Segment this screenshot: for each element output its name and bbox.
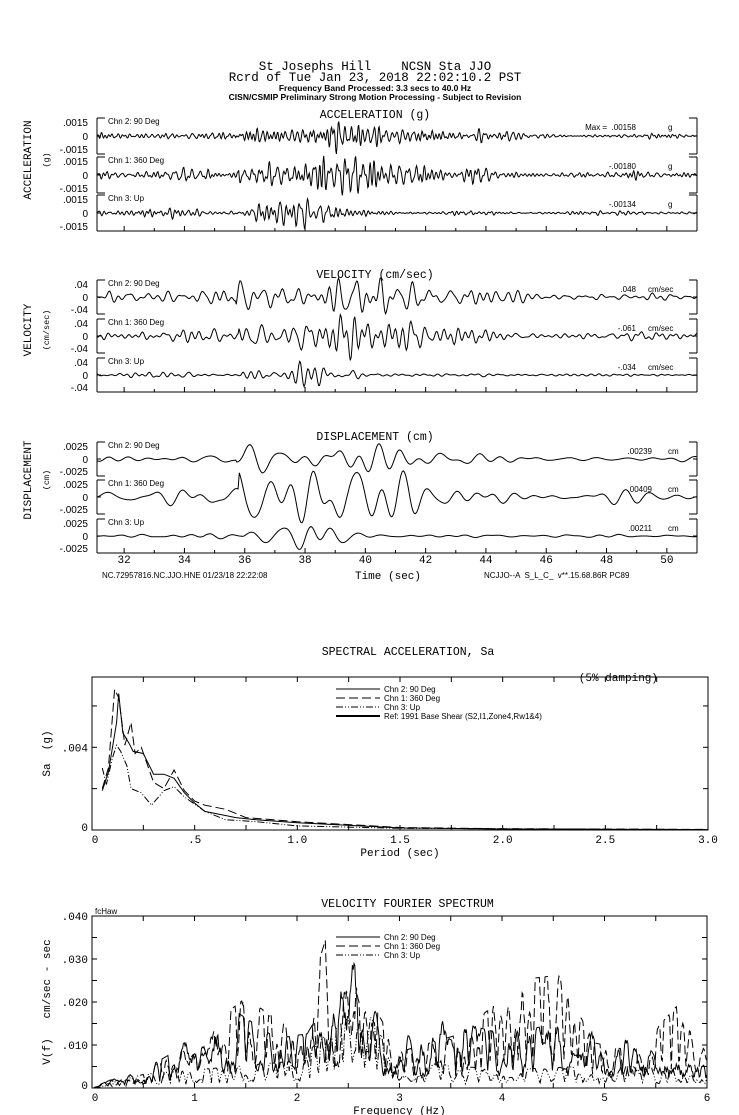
y-tick-label-bottom: -.0025 xyxy=(59,505,88,516)
velocity-fourier-chart xyxy=(42,898,710,1115)
time-tick-label: 46 xyxy=(539,555,553,567)
peak-unit: g xyxy=(668,162,673,171)
x-axis-label: Frequency (Hz) xyxy=(353,1106,446,1115)
y-tick-label-bottom: -.0025 xyxy=(59,544,88,555)
acceleration-channel-panel xyxy=(60,117,697,156)
y-axis-label: Sa (g) xyxy=(42,730,54,777)
chart-title: SPECTRAL ACCELERATION, Sa xyxy=(321,646,495,659)
damping-note: (5% damping) xyxy=(578,673,658,685)
peak-value: -.00180 xyxy=(608,162,636,171)
acceleration-title: ACCELERATION (g) xyxy=(319,109,431,122)
side-labels xyxy=(23,120,52,519)
time-tick-label: 42 xyxy=(419,555,433,567)
acceleration-trace xyxy=(97,199,696,228)
y-tick-label-top: .0025 xyxy=(62,442,88,453)
legend-label: Chn 1: 360 Deg xyxy=(384,694,441,703)
x-tick-label: 1 xyxy=(191,1093,198,1105)
y-tick-label: .010 xyxy=(61,1041,88,1053)
y-tick-label-top: .0015 xyxy=(62,195,88,206)
y-tick-label-top: .0025 xyxy=(62,519,88,530)
acceleration-panel-group xyxy=(60,109,697,233)
y-tick-label-top: .04 xyxy=(74,358,88,369)
y-tick-label-top: .0025 xyxy=(62,480,88,491)
y-tick-label-bottom: -.04 xyxy=(70,344,88,355)
peak-value: .00239 xyxy=(627,447,652,456)
x-tick-label: 3.0 xyxy=(698,835,718,847)
velocity-trace xyxy=(97,361,697,386)
y-tick-label-top: .0015 xyxy=(62,157,88,168)
y-tick-label-zero: 0 xyxy=(82,332,88,343)
report-header xyxy=(229,60,522,102)
charts xyxy=(42,109,718,1115)
x-tick-label: 1.5 xyxy=(390,835,410,847)
x-tick-label: .5 xyxy=(188,835,202,847)
y-tick-label: .004 xyxy=(61,743,88,756)
peak-unit: g xyxy=(668,123,673,132)
channel-label: Chn 2: 90 Deg xyxy=(108,441,160,450)
legend-label: Chn 1: 360 Deg xyxy=(384,942,441,951)
displacement-unit-label: (cm) xyxy=(42,469,52,491)
processing-code: NCJJO--A S_L_C_ v**.15.68.86R PC89 xyxy=(484,571,630,580)
x-tick-label: 3 xyxy=(396,1093,403,1105)
channel-label: Chn 2: 90 Deg xyxy=(108,117,160,126)
y-tick-label-bottom: -.0015 xyxy=(59,184,88,195)
record-time: Rcrd of Tue Jan 23, 2018 22:02:10.2 PST xyxy=(228,71,522,85)
velocity-channel-panel xyxy=(71,315,697,361)
peak-unit: cm xyxy=(668,447,679,456)
legend-label: Chn 2: 90 Deg xyxy=(384,933,436,942)
processing-note: CISN/CSMIP Preliminary Strong Motion Processing - Subject to Revision xyxy=(228,92,522,102)
y-tick-label-top: .04 xyxy=(74,319,88,330)
velocity-channel-panel xyxy=(71,357,697,394)
velocity-unit-label: (cm/sec) xyxy=(42,309,52,351)
y-tick-label-bottom: -.04 xyxy=(70,305,88,316)
displacement-trace xyxy=(97,527,696,550)
peak-value: -.00134 xyxy=(608,200,636,209)
series-line xyxy=(94,964,707,1088)
peak-value: .048 xyxy=(620,285,636,294)
peak-unit: cm xyxy=(668,524,679,533)
record-id: NC.72957816.NC.JJO.HNE 01/23/18 22:22:08 xyxy=(102,571,268,580)
x-tick-label: 6 xyxy=(703,1093,711,1105)
y-tick-label-zero: 0 xyxy=(82,493,88,504)
y-tick-label-top: .04 xyxy=(74,280,88,291)
y-tick-label-bottom: -.0025 xyxy=(59,467,88,478)
time-series-footer xyxy=(102,571,630,583)
corner-label: fcHaw xyxy=(95,907,118,916)
spectral-acceleration-chart xyxy=(42,646,718,860)
displacement-panel-group xyxy=(60,431,697,567)
y-tick-label-zero: 0 xyxy=(82,132,88,143)
frequency-band: Frequency Band Processed: 3.3 secs to 40.0 Hz xyxy=(278,83,472,93)
time-axis-label: Time (sec) xyxy=(354,571,422,583)
series-line xyxy=(102,745,708,829)
y-tick-label-bottom: -.0015 xyxy=(59,222,88,233)
legend-label: Chn 3: Up xyxy=(384,951,421,960)
peak-value: -.061 xyxy=(617,324,636,333)
peak-value: .00211 xyxy=(628,524,652,533)
peak-value: -.034 xyxy=(617,363,636,372)
y-tick-label-top: .0015 xyxy=(62,118,88,129)
channel-label: Chn 3: Up xyxy=(108,357,145,366)
legend-label: Chn 2: 90 Deg xyxy=(384,685,436,694)
velocity-panel-group xyxy=(71,269,697,394)
peak-unit: cm/sec xyxy=(648,363,674,372)
acceleration-trace xyxy=(97,156,696,196)
velocity-trace xyxy=(97,278,697,314)
y-tick-label-zero: 0 xyxy=(82,371,88,382)
x-tick-label: 2 xyxy=(293,1093,301,1105)
x-axis-label: Period (sec) xyxy=(360,848,440,860)
x-tick-label: 0 xyxy=(91,1093,99,1105)
displacement-channel-panel xyxy=(60,518,697,555)
y-tick-label-zero: 0 xyxy=(82,532,88,543)
peak-value: .00409 xyxy=(627,485,652,494)
peak-unit: g xyxy=(668,200,673,209)
velocity-side-label: VELOCITY xyxy=(23,303,35,357)
displacement-channel-panel xyxy=(60,471,697,523)
y-tick-label: .040 xyxy=(61,912,88,924)
channel-label: Chn 3: Up xyxy=(108,194,145,203)
x-tick-label: 4 xyxy=(498,1093,506,1105)
acceleration-channel-panel xyxy=(60,194,697,233)
peak-unit: cm/sec xyxy=(648,285,674,294)
time-tick-label: 32 xyxy=(117,555,131,567)
y-tick-label: .030 xyxy=(61,955,88,967)
displacement-side-label: DISPLACEMENT xyxy=(23,440,35,520)
y-tick-label-zero: 0 xyxy=(82,171,88,182)
acceleration-side-label: ACCELERATION xyxy=(23,120,35,200)
y-axis-label: V(f) cm/sec - sec xyxy=(42,939,54,1065)
acceleration-unit-label: (g) xyxy=(42,152,52,168)
station-title: St Josephs Hill NCSN Sta JJO xyxy=(258,60,492,74)
time-tick-label: 38 xyxy=(298,555,312,567)
peak-unit: cm/sec xyxy=(648,324,674,333)
x-tick-label: 0 xyxy=(91,835,99,847)
channel-label: Chn 2: 90 Deg xyxy=(108,279,160,288)
time-tick-label: 50 xyxy=(660,555,674,567)
displacement-trace xyxy=(97,444,696,473)
peak-value: Max = .00158 xyxy=(585,123,636,132)
y-tick-label-zero: 0 xyxy=(82,293,88,304)
y-tick-label: .020 xyxy=(61,998,88,1010)
legend-label: Chn 3: Up xyxy=(384,703,421,712)
y-tick-label: 0 xyxy=(81,823,88,835)
time-tick-label: 36 xyxy=(238,555,252,567)
displacement-channel-panel xyxy=(60,441,697,478)
peak-unit: cm xyxy=(668,485,679,494)
y-tick-label-bottom: -.0015 xyxy=(59,145,88,156)
velocity-channel-panel xyxy=(71,278,697,316)
y-tick-label: 0 xyxy=(81,1081,88,1093)
y-tick-label-zero: 0 xyxy=(82,209,88,220)
x-tick-label: 5 xyxy=(601,1093,608,1105)
legend-label: Ref: 1991 Base Shear (S2,I1,Zone4,Rw1&4) xyxy=(384,712,542,721)
displacement-title: DISPLACEMENT (cm) xyxy=(316,431,434,444)
time-tick-label: 48 xyxy=(599,555,614,567)
y-tick-label-zero: 0 xyxy=(82,455,88,466)
time-tick-label: 34 xyxy=(177,555,192,567)
velocity-trace xyxy=(97,315,697,361)
velocity-title: VELOCITY (cm/sec) xyxy=(316,269,434,282)
time-tick-label: 40 xyxy=(358,555,372,567)
time-tick-label: 44 xyxy=(479,555,493,567)
channel-label: Chn 1: 360 Deg xyxy=(108,318,165,327)
channel-label: Chn 1: 360 Deg xyxy=(108,479,165,488)
acceleration-channel-panel xyxy=(60,156,697,196)
chart-title: VELOCITY FOURIER SPECTRUM xyxy=(321,898,494,911)
y-tick-label-bottom: -.04 xyxy=(70,383,88,394)
displacement-trace xyxy=(97,471,696,523)
x-tick-label: 2.5 xyxy=(595,835,616,847)
x-tick-label: 1.0 xyxy=(287,835,308,847)
channel-label: Chn 1: 360 Deg xyxy=(108,156,165,165)
x-tick-label: 2.0 xyxy=(492,835,513,847)
channel-label: Chn 3: Up xyxy=(108,518,145,527)
